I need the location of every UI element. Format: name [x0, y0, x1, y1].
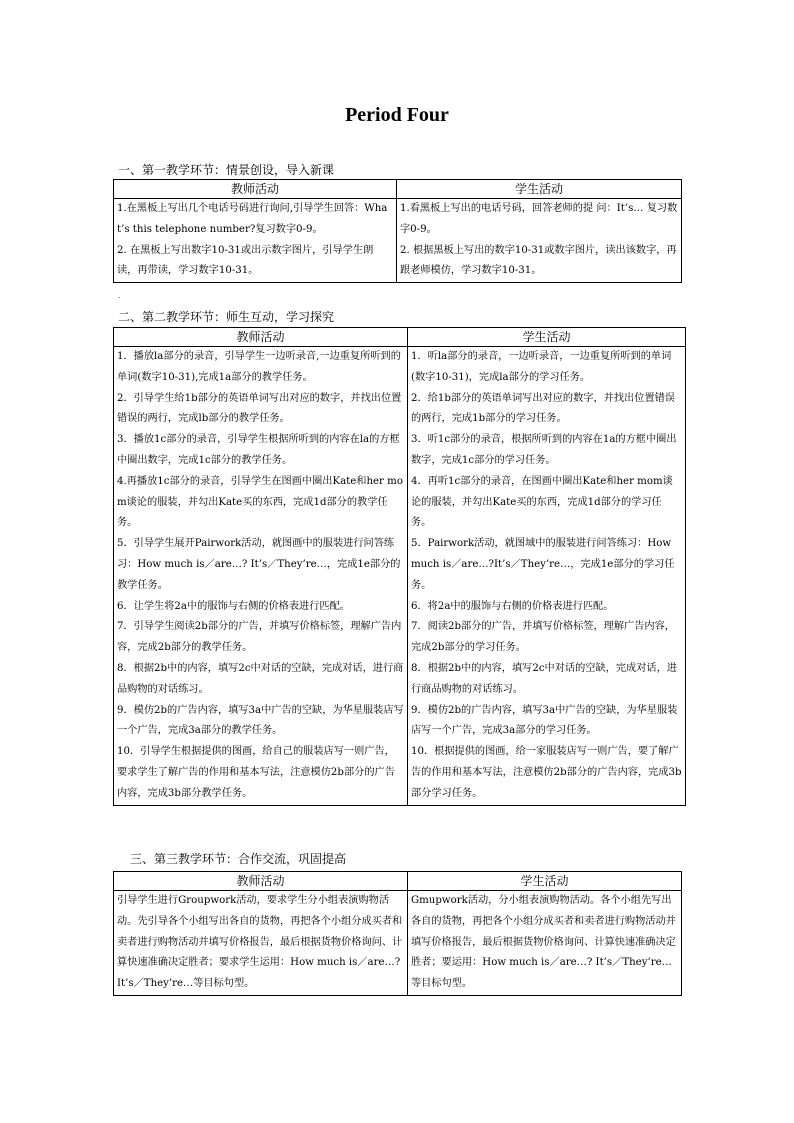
- list-item: 3．听1c部分的录音，根据所听到的内容在1a的方框中圈出数字，完成1c部分的学习任务。: [411, 434, 677, 466]
- table-header-row: [114, 872, 682, 891]
- section-1-heading: 一、第一教学环节：情景创设，导入新课: [118, 163, 335, 177]
- student-activity-header: 学生活动: [408, 328, 686, 347]
- list-item: 1．播放la部分的录音，引导学生一边听录音,一边重复所听到的单词(数字10-31),完成1a部分的教学任务。: [117, 351, 401, 383]
- teacher-activity-cell: [114, 199, 397, 283]
- teacher-activity-header: 教师活动: [114, 872, 408, 891]
- student-activity-header: 学生活动: [408, 872, 682, 891]
- list-item: 1.在黑板上写出几个电话号码进行询问,引导学生回答：What’s this telephone number?复习数字0-9。: [117, 203, 388, 235]
- list-item: 9．模仿2b的广告内容，填写3a中广告的空缺，为华星服装店写一个广告，完成3a部分的学习任务。: [411, 704, 678, 737]
- table-header-row: [114, 328, 686, 347]
- teacher-activity-header: 教师活动: [114, 180, 397, 199]
- list-item: 7．阅读2b部分的广告，并填写价格标签，理解广告内容，完成2b部分的学习任务。: [411, 621, 675, 654]
- table-row: [114, 347, 686, 806]
- list-item: 引导学生进行Groupwork活动，要求学生分小组表演购物活动。先引导各个小组写出各自的货物，再把各个小组分成买者和卖者进行购物活动并填写价格报告，最后根据货物价格询问、计算快速准确决定胜者；要求学生运用：How much is／are…?It’s／They’re…等目标句型。: [117, 895, 403, 990]
- list-item: 10．根据提供的图画，给一家服装店写一则广告，要了解广告的作用和基本写法，注意模仿2b部分的广告内容，完成3b部分学习任务。: [411, 746, 682, 799]
- teacher-activity-cell: [114, 347, 408, 806]
- list-item: 6．让学生将2a中的服饰与右侧的价格表进行匹配。: [117, 600, 350, 612]
- list-item: 4．再听1c部分的录音，在图画中圈出Kate和her mom谈论的服装，并勾出Kate买的东西，完成1d部分的学习任务。: [411, 475, 673, 529]
- list-item: 2. 在黑板上写出数字10-31或出示数字图片，引导学生朗读，再带读，学习数字10-31。: [117, 244, 374, 277]
- list-item: 7．引导学生阅读2b部分的广告，并填写价格标签，理解广告内容，完成2b部分的教学任务。: [117, 621, 402, 654]
- teacher-activity-cell: [114, 891, 408, 996]
- section-2-table: [113, 327, 686, 806]
- list-item: Gmupwork活动，分小组表演购物活动。各个小组先写出各自的货物，再把各个小组分成买者和卖者进行购物活动并填写价格报告，最后根据货物价格询问、计算快速准确决定胜者；要运用：How much is／are…? It’s／They’re…等目标句型。: [411, 895, 676, 990]
- list-item: 5．引导学生展开Pairwork活动，就图画中的服装进行问答练习：How much is／are…? It’s／They’re…，完成1e部分的教学任务。: [117, 538, 401, 591]
- list-item: 8．根据2b中的内容，填写2c中对话的空缺，完成对话，进行商品购物的对话练习。: [411, 662, 677, 695]
- section-1-table: [113, 179, 682, 283]
- list-item: 5．Pairwork活动，就图域中的服装进行问答练习：How much is／are…?It’s／They’re…，完成1e部分的学习任务。: [411, 538, 675, 591]
- teacher-activity-header: 教师活动: [114, 328, 408, 347]
- separator-mark: .: [118, 292, 121, 300]
- student-activity-cell: [397, 199, 682, 283]
- table-row: [114, 891, 682, 996]
- table-header-row: [114, 180, 682, 199]
- table-row: [114, 199, 682, 283]
- list-item: 9．模仿2b的广告内容，填写3a中广告的空缺，为华星服装店写一个广告，完成3a部分的教学任务。: [117, 704, 404, 737]
- list-item: 2．引导学生给1b部分的英语单词写出对应的数字，并找出位置错误的两行，完成lb部分的教学任务。: [117, 392, 402, 425]
- list-item: 8．根据2b中的内容，填写2c中对话的空缺，完成对话，进行商品购物的对话练习。: [117, 662, 404, 695]
- list-item: 10．引导学生根据提供的图画，给自己的服装店写一则广告，要求学生了解广告的作用和基本写法，注意模仿2b部分的广告内容，完成3b部分教学任务。: [117, 746, 395, 799]
- section-3-table: [113, 871, 682, 996]
- list-item: 6．将2a中的服饰与右侧的价格表进行匹配。: [411, 600, 614, 612]
- list-item: 3．播放1c部分的录音，引导学生根据所听到的内容在la的方框中圈出数字，完成1c部分的教学任务。: [117, 434, 400, 466]
- list-item: 2. 根据黑板上写出的数字10-31或数字图片，读出该数字，再跟老师模仿，学习数字10-31。: [400, 244, 677, 277]
- list-item: 2．给1b部分的英语单词写出对应的数字，并找出位置错误的两行，完成1b部分的学习任务。: [411, 392, 675, 425]
- section-3-heading: 三、第三教学环节：合作交流，巩固提高: [130, 852, 347, 866]
- section-2-heading: 二、第二教学环节：师生互动，学习探究: [118, 310, 335, 324]
- student-activity-header: 学生活动: [397, 180, 682, 199]
- student-activity-cell: [408, 891, 682, 996]
- list-item: 1．听la部分的录音，一边听录音，一边重复所听到的单词(数字10-31)，完成la部分的学习任务。: [411, 351, 672, 383]
- page-title: Period Four: [345, 104, 449, 126]
- list-item: 1.看黑板上写出的电话号码，回答老师的提 问：It’s… 复习数字0-9。: [400, 203, 678, 235]
- student-activity-cell: [408, 347, 686, 806]
- list-item: 4.再播放1c部分的录音，引导学生在图画中圈出Kate和her mom谈论的服装，并勾出Kate买的东西，完成1d部分的教学任务。: [117, 475, 403, 529]
